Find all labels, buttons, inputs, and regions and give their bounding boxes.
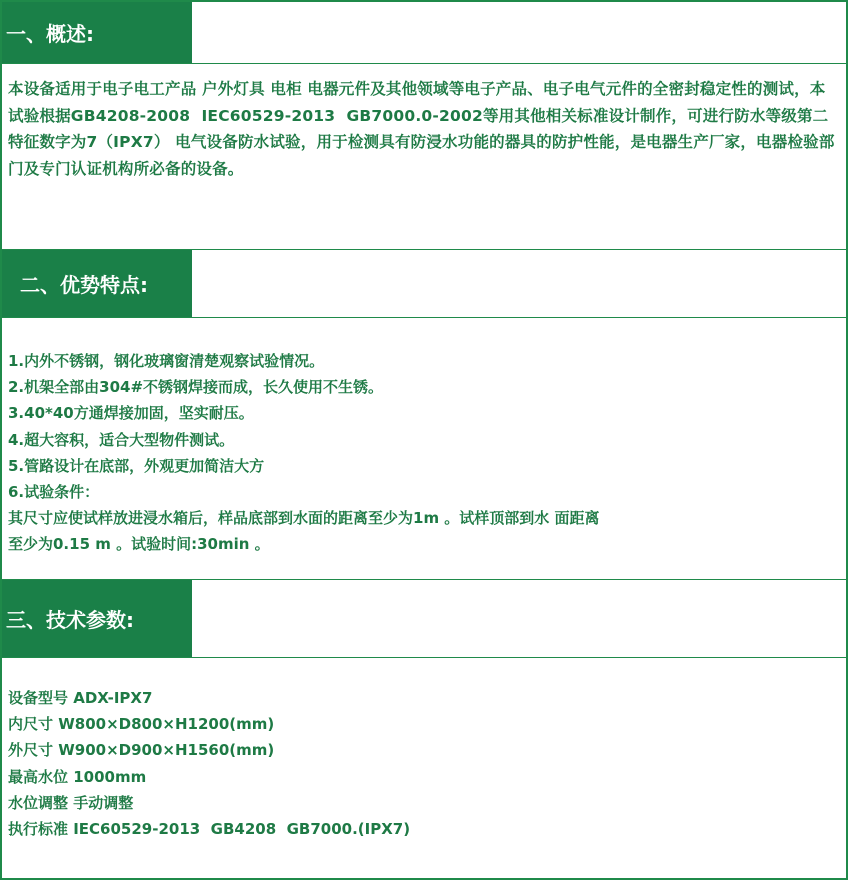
feature-item: 5.管路设计在底部，外观更加简洁大方 xyxy=(8,456,265,475)
spec-item: 水位调整 手动调整 xyxy=(8,793,134,812)
section-overview-body xyxy=(2,64,846,250)
section-specs-header xyxy=(2,580,846,658)
spec-item: 设备型号 ADX-IPX7 xyxy=(8,689,153,707)
spec-item: 外尺寸 W900×D900×H1560(mm) xyxy=(8,741,275,760)
section-overview-title: 一、概述: xyxy=(2,2,190,63)
spec-item: 执行标准 IEC60529-2013 GB4208 GB7000.(IPX7) xyxy=(8,820,411,839)
section-specs-title: 三、技术参数: xyxy=(2,580,190,657)
feature-item: 1.内外不锈钢，钢化玻璃窗清楚观察试验情况。 xyxy=(8,352,325,370)
section-features-title: 二、优势特点: xyxy=(2,250,190,317)
section-features-body xyxy=(2,318,846,580)
feature-item: 3.40*40方通焊接加固，坚实耐压。 xyxy=(8,404,254,423)
section-features-header xyxy=(2,250,846,318)
feature-item: 4.超大容积，适合大型物件测试。 xyxy=(8,430,235,449)
spec-item: 最高水位 1000mm xyxy=(8,767,147,786)
overview-paragraph: 本设备适用于电子电工产品 户外灯具 电柜 电器元件及其他领域等电子产品、电子电气元件的全密封稳定性的测试，本试验根据GB4208-2008 IEC60529-2013 GB7000.0-2002等用其他相关标准设计制作，可进行防水等级第二特征数字为7（IPX7） 电气设备防水试验，用于检测具有防浸水功能的器具的防护性能，是电器生产厂家，电器检验部门及专门认证机构所必备的设备。 xyxy=(8,80,835,178)
section-specs-body xyxy=(2,658,846,878)
feature-item: 6.试验条件： xyxy=(8,483,100,502)
feature-item: 2.机架全部由304#不锈钢焊接而成，长久使用不生锈。 xyxy=(8,378,384,397)
spec-item: 内尺寸 W800×D800×H1200(mm) xyxy=(8,715,275,734)
section-overview-header xyxy=(2,2,846,64)
feature-item: 其尺寸应使试样放进浸水箱后，样品底部到水面的距离至少为1m 。试样顶部到水 面距离 xyxy=(8,509,600,528)
feature-item: 至少为0.15 m 。试验时间:30min 。 xyxy=(8,535,270,554)
